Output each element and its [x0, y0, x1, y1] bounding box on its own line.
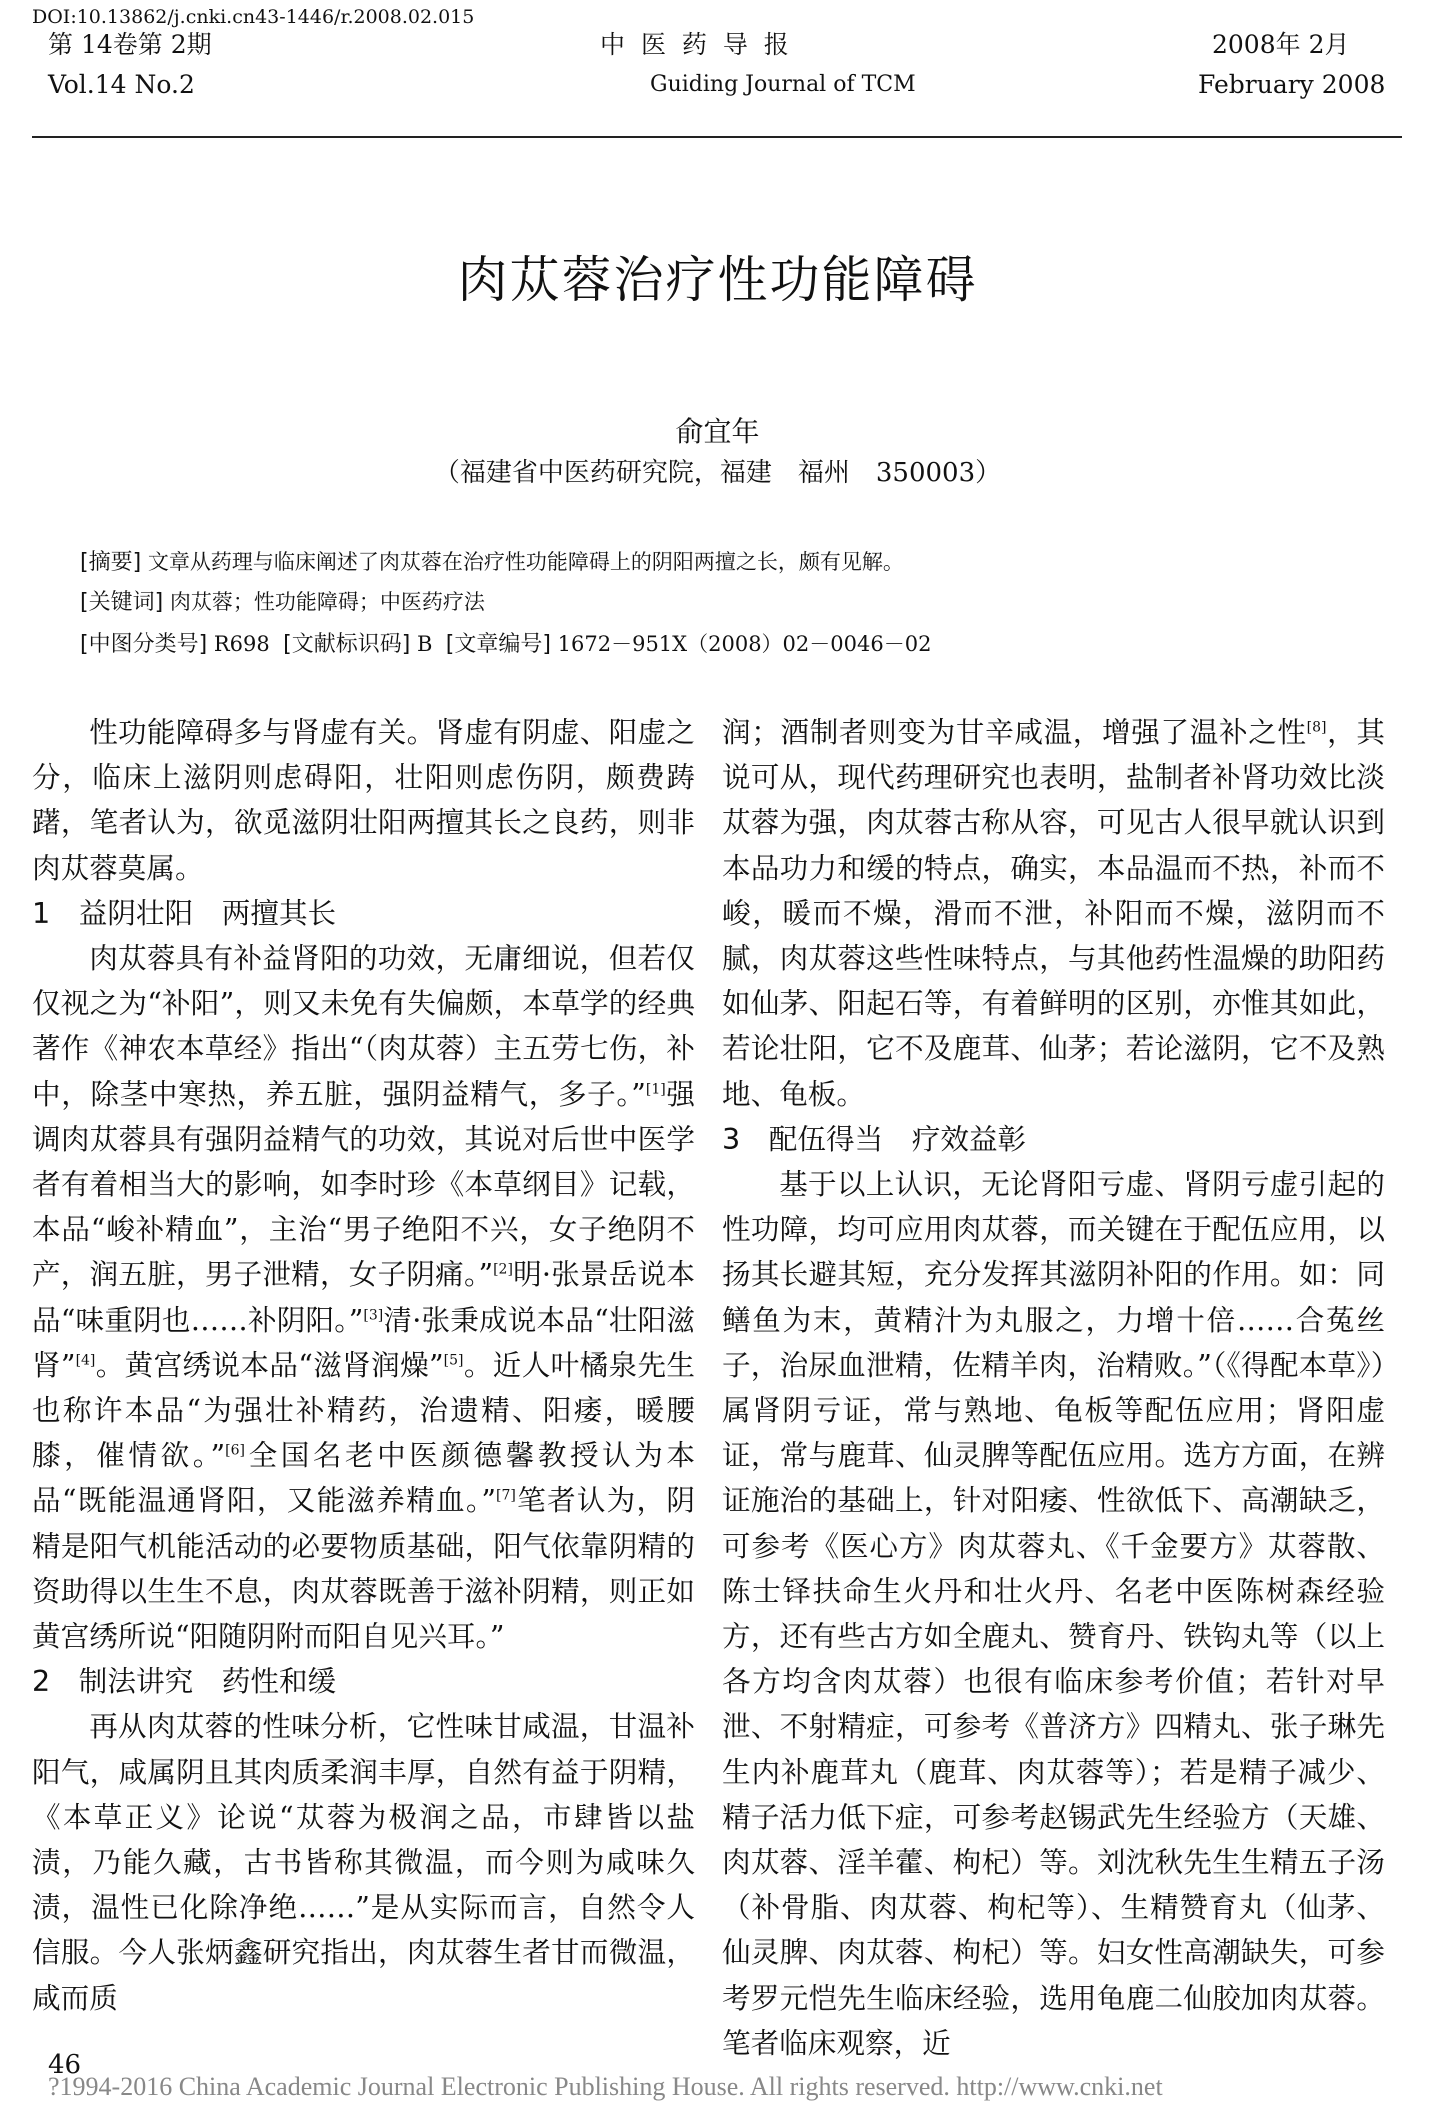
- journal-name-en: Guiding Journal of TCM: [650, 72, 916, 97]
- citation-8: [8]: [1306, 719, 1327, 736]
- text-run: 。黄宫绣说本品“滋肾润燥”: [95, 1347, 444, 1382]
- doi-line: DOI:10.13862/j.cnki.cn43-1446/r.2008.02.015: [32, 6, 475, 28]
- text-run: 笔者认为，阴精是阳气机能活动的必要物质基础，阳气依靠阴精的资助得以生生不息，肉苁蓉既善于滋补阴精，则正如黄宫绣所说“阳随阴附而阳自见兴耳。”: [32, 1483, 695, 1654]
- article-title: 肉苁蓉治疗性功能障碍: [457, 251, 978, 309]
- issue-en: Vol.14 No.2: [48, 70, 195, 99]
- left-column: [32, 710, 695, 2021]
- text-run: 。近人叶橘泉先生也称许本品“为强壮补精药，治遗精、阳痿，暖腰膝，催情欲。”: [32, 1347, 695, 1473]
- citation-1: [1]: [645, 1081, 666, 1098]
- clc-label: [中图分类号]: [80, 632, 208, 657]
- section-2-heading: 2 制法讲究 药性和缓: [32, 1664, 337, 1699]
- keywords-text: 肉苁蓉；性功能障碍；中医药疗法: [169, 590, 485, 614]
- clc-value: R698: [213, 632, 270, 656]
- text-run: 清·张秉成说本品“壮阳滋肾”: [32, 1302, 695, 1382]
- keywords-line: [80, 588, 1380, 617]
- article-number-value: 1672－951X（2008）02－0046－02: [557, 632, 932, 656]
- text-run: 全国名老中医颜德馨教授认为本品“既能温通肾阳，又能滋养精血。”: [32, 1438, 695, 1518]
- citation-6: [6]: [225, 1442, 246, 1459]
- section-1-heading: 1 益阴壮阳 两擅其长: [32, 895, 337, 930]
- intro-paragraph: 性功能障碍多与肾虚有关。肾虚有阴虚、阳虚之分，临床上滋阴则虑碍阳，壮阳则虑伤阴，颇费踌躇，笔者认为，欲觅滋阴壮阳两擅其长之良药，则非肉苁蓉莫属。: [32, 715, 695, 885]
- author-name: 俞宜年: [675, 415, 760, 448]
- abstract-text: 文章从药理与临床阐述了肉苁蓉在治疗性功能障碍上的阴阳两擅之长，颇有见解。: [147, 550, 904, 574]
- text-run: 强调肉苁蓉具有强阴益精气的功效，其说对后世中医学者有着相当大的影响，如李时珍《本草纲目》记载，本品“峻补精血”，主治“男子绝阳不兴，女子绝阴不产，润五脏，男子泄精，女子阴痛。”: [32, 1076, 695, 1292]
- text-run: 明·张景岳说本品“味重阴也……补阴阳。”: [32, 1257, 695, 1337]
- citation-2: [2]: [493, 1261, 513, 1278]
- abstract-line: [80, 548, 1380, 577]
- section-3-heading: 3 配伍得当 疗效益彰: [722, 1121, 1027, 1156]
- text-run: 肉苁蓉具有补益肾阳的功效，无庸细说，但若仅仅视之为“补阳”，则又未免有失偏颇，本草学的经典著作《神农本草经》指出“（肉苁蓉）主五劳七伤，补中，除茎中寒热，养五脏，强阴益精气，多子。”: [32, 941, 695, 1111]
- classification-line: [80, 630, 1380, 659]
- section-3-paragraph: 基于以上认识，无论肾阳亏虚、肾阴亏虚引起的性功障，均可应用肉苁蓉，而关键在于配伍应用，以扬其长避其短，充分发挥其滋阴补阳的作用。如：同鳝鱼为末，黄精汁为丸服之，力增十倍……合菟丝子，治尿血泄精，佐精羊肉，治精败。”（《得配本草》）属肾阴亏证，常与熟地、龟板等配伍应用；肾阳虚证，常与鹿茸、仙灵脾等配伍应用。选方方面，在辨证施治的基础上，针对阳痿、性欲低下、高潮缺乏，可参考《医心方》肉苁蓉丸、《千金要方》苁蓉散、陈士铎扶命生火丹和壮火丹、名老中医陈树森经验方，还有些古方如全鹿丸、赞育丹、铁钩丸等（以上各方均含肉苁蓉）也很有临床参考价值；若针对早泄、不射精症，可参考《普济方》四精丸、张子琳先生内补鹿茸丸（鹿茸、肉苁蓉等）；若是精子减少、精子活力低下症，可参考赵锡武先生经验方（天雄、肉苁蓉、淫羊藿、枸杞）等。刘沈秋先生生精五子汤（补骨脂、肉苁蓉、枸杞等）、生精赞育丸（仙茅、仙灵脾、肉苁蓉、枸杞）等。妇女性高潮缺失，可参考罗元恺先生临床经验，选用龟鹿二仙胶加肉苁蓉。笔者临床观察，近: [722, 1167, 1385, 2060]
- author-affiliation: （福建省中医药研究院，福建 福州 350003）: [433, 458, 1002, 488]
- issue-cn: 第 14卷第 2期: [48, 30, 212, 59]
- copyright-footer: ?1994-2016 China Academic Journal Electronic Publishing House. All rights reserved. http://www.cnki.net: [48, 2072, 1163, 2101]
- citation-3: [3]: [363, 1307, 384, 1324]
- section-2-continued-paragraph: [722, 710, 1385, 1117]
- citation-5: [5]: [443, 1352, 464, 1369]
- document-code-label: [文献标识码]: [283, 632, 411, 657]
- right-column: [722, 710, 1385, 2066]
- date-en: February 2008: [1198, 70, 1386, 99]
- text-run: 润；酒制者则变为甘辛咸温，增强了温补之性: [722, 715, 1307, 749]
- section-2-paragraph: 再从肉苁蓉的性味分析，它性味甘咸温，甘温补阳气，咸属阴且其肉质柔润丰厚，自然有益于阴精，《本草正义》论说“苁蓉为极润之品，市肆皆以盐渍，乃能久藏，古书皆称其微温，而今则为咸味久渍，温性已化除净绝……”是从实际而言，自然令人信服。今人张炳鑫研究指出，肉苁蓉生者甘而微温，咸而质: [32, 1709, 695, 2015]
- citation-4: [4]: [75, 1352, 96, 1369]
- document-code-value: B: [416, 632, 433, 656]
- abstract-label: [摘要]: [80, 550, 142, 575]
- text-run: ，其说可从，现代药理研究也表明，盐制者补肾功效比淡苁蓉为强，肉苁蓉古称从容，可见古人很早就认识到本品功力和缓的特点，确实，本品温而不热，补而不峻，暖而不燥，滑而不泄，补阳而不燥，滋阴而不腻，肉苁蓉这些性味特点，与其他药性温燥的助阳药如仙茅、阳起石等，有着鲜明的区别，亦惟其如此，若论壮阳，它不及鹿茸、仙茅；若论滋阴，它不及熟地、龟板。: [722, 715, 1385, 1111]
- page-number: 46: [48, 2050, 82, 2080]
- date-cn: 2008年 2月: [1212, 30, 1350, 59]
- header-rule: [32, 136, 1402, 138]
- journal-name-cn: 中 医 药 导 报: [600, 30, 793, 59]
- keywords-label: [关键词]: [80, 590, 164, 615]
- citation-7: [7]: [496, 1487, 516, 1504]
- section-1-paragraph: [32, 936, 695, 1659]
- article-number-label: [文章编号]: [445, 632, 551, 657]
